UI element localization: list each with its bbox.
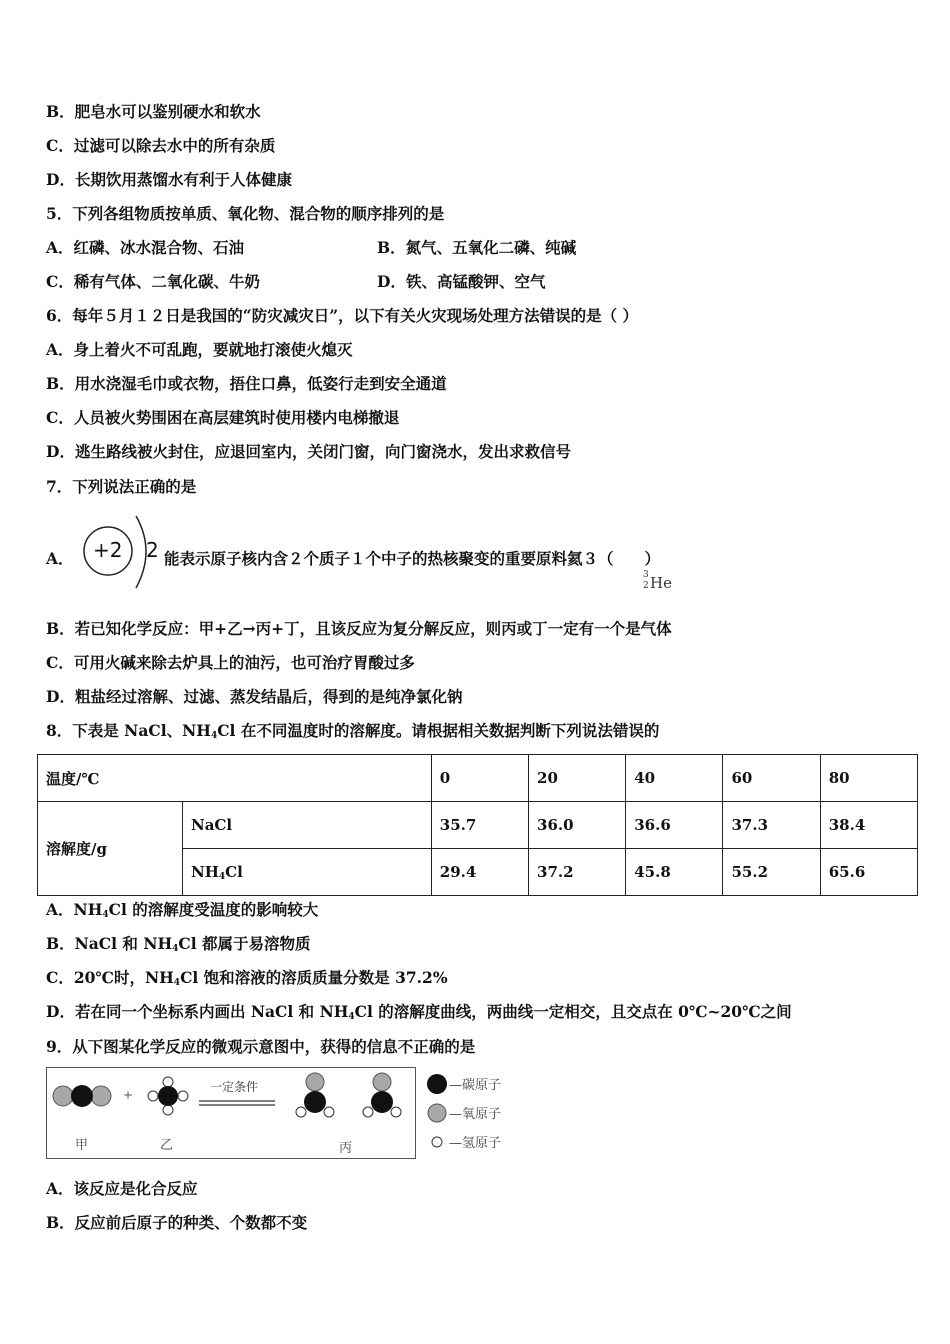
plus-sign: + bbox=[123, 1088, 134, 1102]
hydrogen-atom bbox=[178, 1091, 188, 1101]
hydrogen-atom bbox=[163, 1077, 173, 1087]
q6-option-a: A．身上着火不可乱跑，要就地打滚使火熄灭 bbox=[46, 340, 353, 359]
q6-option-c: C．人员被火势围困在高层建筑时使用楼内电梯撤退 bbox=[46, 408, 400, 427]
q7-option-a-label: A． bbox=[46, 549, 74, 568]
table-row bbox=[38, 802, 918, 849]
carbon-atom bbox=[371, 1091, 393, 1113]
reaction-diagram bbox=[46, 1067, 416, 1159]
q4-option-b: B．肥皂水可以鉴别硬水和软水 bbox=[46, 102, 261, 121]
temp-cell: 80 bbox=[820, 755, 917, 802]
he-atomic-number: 2 bbox=[643, 581, 649, 591]
oxygen-atom bbox=[53, 1086, 73, 1106]
hydrogen-atom bbox=[324, 1107, 334, 1117]
q7-option-a bbox=[46, 510, 746, 600]
q7-option-d: D．粗盐经过溶解、过滤、蒸发结晶后，得到的是纯净氯化钠 bbox=[46, 687, 463, 706]
q6-stem: 6．每年５月１２日是我国的“防灾减灾日”，以下有关火灾现场处理方法错误的是（ ） bbox=[46, 306, 639, 325]
q6-option-d: D．逃生路线被火封住，应退回室内，关闭门窗，向门窗浇水，发出求救信号 bbox=[46, 442, 571, 461]
q5-stem: 5．下列各组物质按单质、氧化物、混合物的顺序排列的是 bbox=[46, 204, 445, 223]
q7-option-b: B．若已知化学反应：甲+乙→丙+丁，且该反应为复分解反应，则丙或丁一定有一个是气体 bbox=[46, 619, 672, 638]
temp-cell: 40 bbox=[626, 755, 723, 802]
q9-option-b: B．反应前后原子的种类、个数都不变 bbox=[46, 1213, 308, 1232]
q5-option-c: C．稀有气体、二氧化碳、牛奶 bbox=[46, 272, 260, 291]
hydrogen-atom bbox=[296, 1107, 306, 1117]
q7-stem: 7．下列说法正确的是 bbox=[46, 477, 197, 496]
nh4cl-cell: 29.4 bbox=[431, 849, 528, 896]
table-row bbox=[38, 755, 918, 802]
carbon-atom bbox=[304, 1091, 326, 1113]
temp-header: 温度/℃ bbox=[38, 755, 432, 802]
q4-option-c: C．过滤可以除去水中的所有杂质 bbox=[46, 136, 276, 155]
he-symbol: He bbox=[650, 574, 672, 592]
nacl-cell: 38.4 bbox=[820, 802, 917, 849]
nh4cl-cell: 37.2 bbox=[529, 849, 626, 896]
nacl-cell: 36.6 bbox=[626, 802, 723, 849]
shell-electron-count: 2 bbox=[146, 538, 159, 562]
hydrogen-atom-icon bbox=[425, 1130, 449, 1154]
nh4cl-label: $NH_4Cl$ bbox=[183, 849, 432, 896]
hydrogen-atom bbox=[163, 1105, 173, 1115]
legend-item-oxygen: —氧原子 bbox=[425, 1098, 501, 1127]
oxygen-atom-icon bbox=[425, 1101, 449, 1125]
atom-legend bbox=[425, 1069, 501, 1156]
q5-option-b: B．氮气、五氧化二磷、纯碱 bbox=[377, 238, 577, 257]
hydrogen-atom bbox=[363, 1107, 373, 1117]
nh4cl-cell: 65.6 bbox=[820, 849, 917, 896]
hydrogen-atom bbox=[148, 1091, 158, 1101]
temp-cell: 60 bbox=[723, 755, 820, 802]
solubility-table bbox=[37, 754, 918, 896]
q8-option-d: D．若在同一个坐标系内画出 NaCl 和 $NH_4Cl$ 的溶解度曲线，两曲线一定相交，且交点在 0℃~20℃之间 bbox=[46, 1002, 792, 1022]
q7-option-c: C．可用火碱来除去炉具上的油污，也可治疗胃酸过多 bbox=[46, 653, 415, 672]
q9-stem: 9．从下图某化学反应的微观示意图中，获得的信息不正确的是 bbox=[46, 1037, 476, 1056]
legend-item-hydrogen: —氢原子 bbox=[425, 1127, 501, 1156]
carbon-atom-icon bbox=[425, 1072, 449, 1096]
nacl-label: NaCl bbox=[183, 802, 432, 849]
q7-option-a-text: 能表示原子核内含２个质子１个中子的热核聚变的重要原料氦３（ ） bbox=[164, 549, 661, 568]
nh4cl-cell: 45.8 bbox=[626, 849, 723, 896]
label-yi: 乙 bbox=[160, 1138, 174, 1153]
q8-option-b: B．NaCl 和 $NH_4Cl$ 都属于易溶物质 bbox=[46, 934, 311, 954]
electron-shell-arc bbox=[136, 516, 146, 588]
label-jia: 甲 bbox=[75, 1138, 89, 1153]
q8-stem: 8．下表是 NaCl、$NH_4Cl$ 在不同温度时的溶解度。请根据相关数据判断下列说法错误的 bbox=[46, 721, 660, 741]
q6-option-b: B．用水浇湿毛巾或衣物，捂住口鼻，低姿行走到安全通道 bbox=[46, 374, 447, 393]
nacl-cell: 36.0 bbox=[529, 802, 626, 849]
q4-option-d: D．长期饮用蒸馏水有利于人体健康 bbox=[46, 170, 292, 189]
nacl-cell: 37.3 bbox=[723, 802, 820, 849]
carbon-atom bbox=[158, 1086, 178, 1106]
oxygen-atom bbox=[306, 1073, 324, 1091]
he-mass-number: 3 bbox=[643, 570, 649, 580]
legend-item-carbon: —碳原子 bbox=[425, 1069, 501, 1098]
oxygen-atom bbox=[91, 1086, 111, 1106]
q5-option-d: D．铁、高锰酸钾、空气 bbox=[377, 272, 546, 291]
temp-cell: 0 bbox=[431, 755, 528, 802]
nh4cl-cell: 55.2 bbox=[723, 849, 820, 896]
nacl-cell: 35.7 bbox=[431, 802, 528, 849]
carbon-atom bbox=[71, 1085, 93, 1107]
label-bing: 丙 bbox=[339, 1141, 353, 1156]
q8-option-c: C．20℃时，$NH_4Cl$ 饱和溶液的溶质质量分数是 37.2% bbox=[46, 968, 448, 988]
q8-option-a: A．$NH_4Cl$ 的溶解度受温度的影响较大 bbox=[46, 900, 319, 920]
nucleus-charge: +2 bbox=[93, 538, 123, 562]
reaction-condition: 一定条件 bbox=[210, 1080, 259, 1094]
hydrogen-atom bbox=[391, 1107, 401, 1117]
oxygen-atom bbox=[373, 1073, 391, 1091]
solubility-header: 溶解度/g bbox=[38, 802, 183, 896]
temp-cell: 20 bbox=[529, 755, 626, 802]
q5-option-a: A．红磷、冰水混合物、石油 bbox=[46, 238, 245, 257]
q9-option-a: A．该反应是化合反应 bbox=[46, 1179, 198, 1198]
